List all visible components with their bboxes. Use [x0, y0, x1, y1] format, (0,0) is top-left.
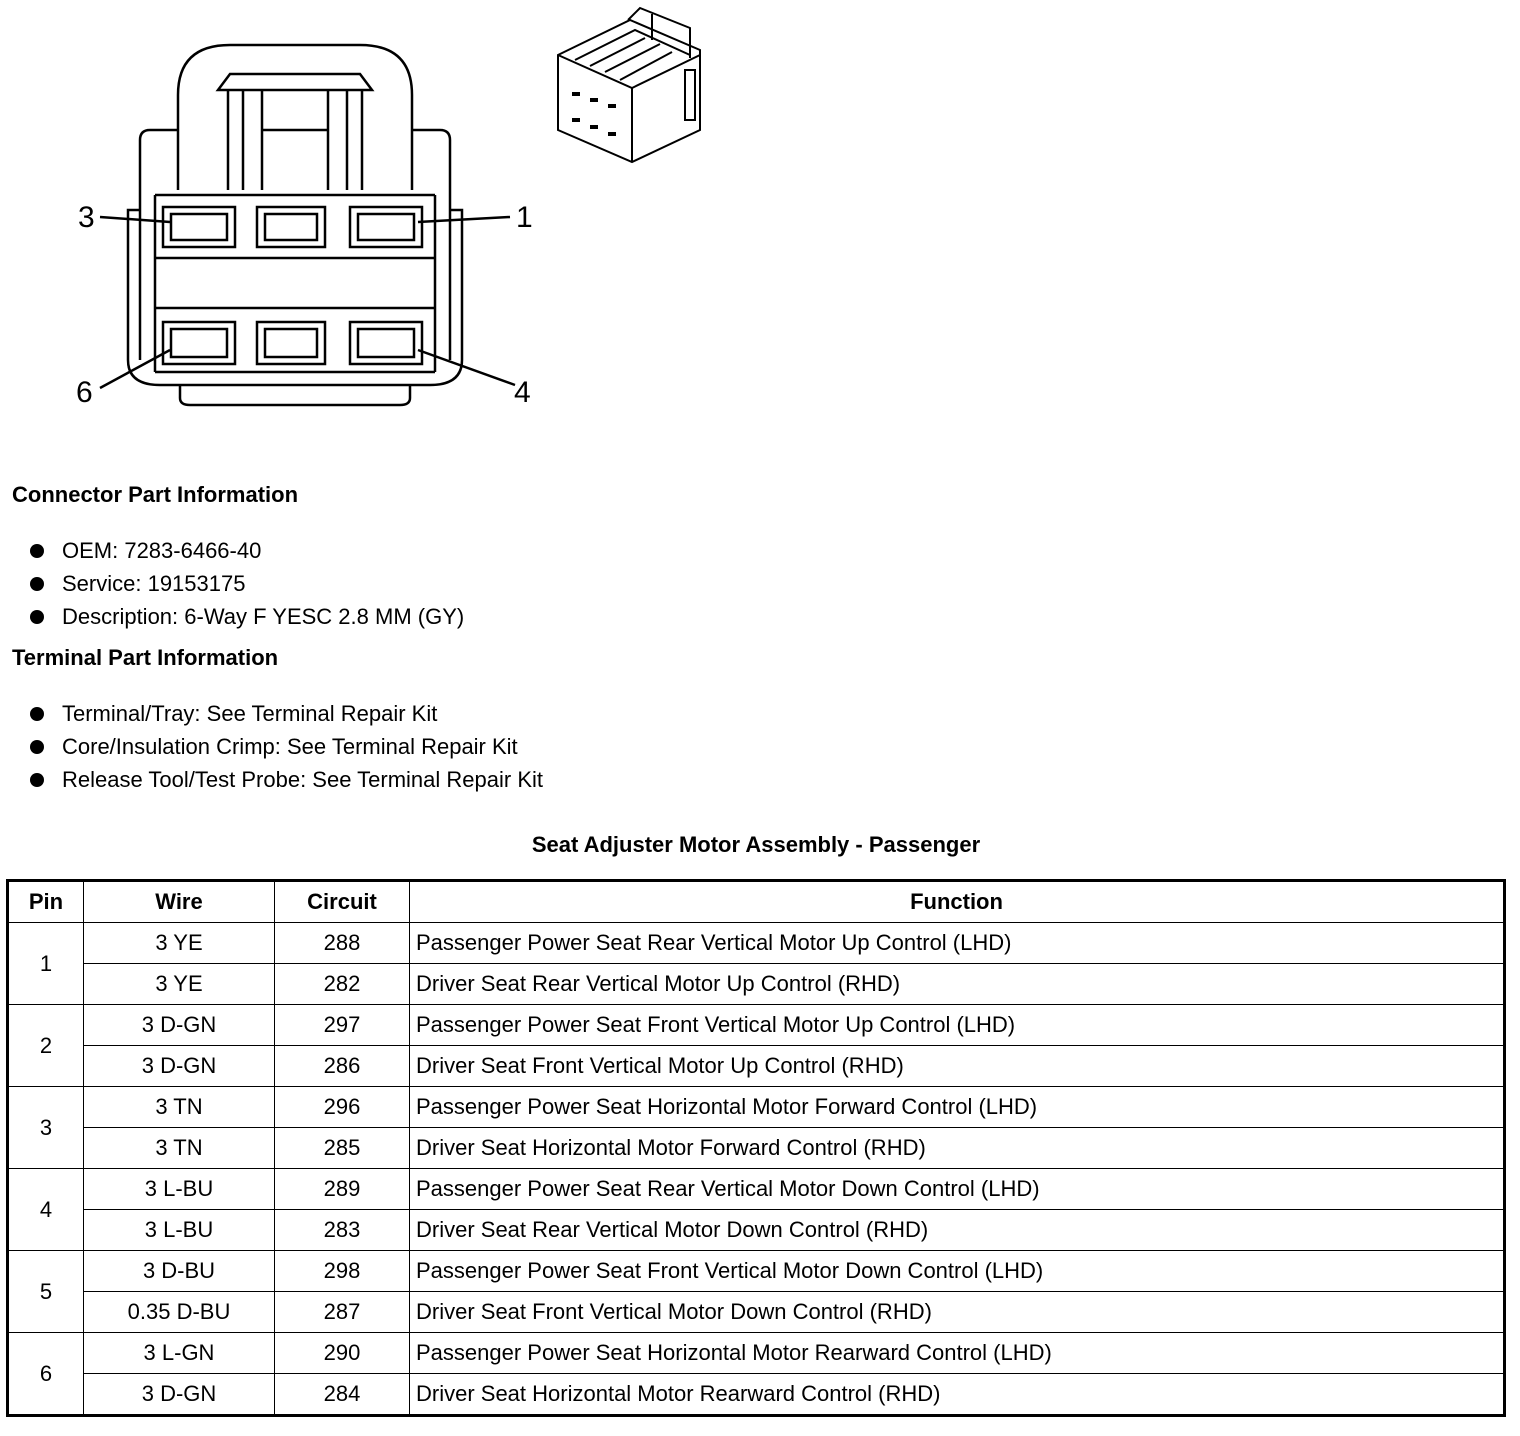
circuit-cell: 287	[275, 1292, 410, 1333]
bullet-icon	[30, 610, 44, 624]
list-item: Description: 6-Way F YESC 2.8 MM (GY)	[30, 600, 464, 633]
circuit-cell: 297	[275, 1005, 410, 1046]
pin-cell: 3	[8, 1087, 84, 1169]
function-cell: Driver Seat Rear Vertical Motor Down Control (RHD)	[410, 1210, 1505, 1251]
pin-label-3: 3	[78, 201, 95, 234]
circuit-cell: 285	[275, 1128, 410, 1169]
bullet-icon	[30, 544, 44, 558]
table-row	[8, 1087, 1505, 1128]
list-item: Core/Insulation Crimp: See Terminal Repair Kit	[30, 730, 543, 763]
wire-cell: 3 D-BU	[84, 1251, 275, 1292]
wire-cell: 3 TN	[84, 1087, 275, 1128]
function-cell: Passenger Power Seat Horizontal Motor Rearward Control (LHD)	[410, 1333, 1505, 1374]
wire-cell: 3 YE	[84, 964, 275, 1005]
function-cell: Passenger Power Seat Front Vertical Motor Up Control (LHD)	[410, 1005, 1505, 1046]
table-row	[8, 1169, 1505, 1210]
wire-cell: 3 D-GN	[84, 1046, 275, 1087]
pin-cell: 2	[8, 1005, 84, 1087]
circuit-cell: 286	[275, 1046, 410, 1087]
function-cell: Driver Seat Rear Vertical Motor Up Control (RHD)	[410, 964, 1505, 1005]
connector-face-diagram	[60, 0, 560, 420]
pin-cell: 4	[8, 1169, 84, 1251]
circuit-cell: 283	[275, 1210, 410, 1251]
circuit-cell: 282	[275, 964, 410, 1005]
circuit-cell: 288	[275, 923, 410, 964]
connector-isometric-illustration	[545, 0, 715, 175]
header-function: Function	[410, 881, 1505, 923]
function-cell: Driver Seat Horizontal Motor Rearward Control (RHD)	[410, 1374, 1505, 1416]
circuit-cell: 298	[275, 1251, 410, 1292]
table-row	[8, 1374, 1505, 1416]
wire-cell: 3 D-GN	[84, 1374, 275, 1416]
header-wire: Wire	[84, 881, 275, 923]
table-row	[8, 1005, 1505, 1046]
wire-cell: 0.35 D-BU	[84, 1292, 275, 1333]
function-cell: Driver Seat Horizontal Motor Forward Control (RHD)	[410, 1128, 1505, 1169]
pin-label-1: 1	[516, 201, 533, 234]
list-item: Service: 19153175	[30, 567, 464, 600]
table-row	[8, 1251, 1505, 1292]
circuit-cell: 296	[275, 1087, 410, 1128]
bullet-icon	[30, 707, 44, 721]
circuit-cell: 289	[275, 1169, 410, 1210]
table-row	[8, 964, 1505, 1005]
list-item: OEM: 7283-6466-40	[30, 534, 464, 567]
circuit-cell: 290	[275, 1333, 410, 1374]
function-cell: Driver Seat Front Vertical Motor Down Control (RHD)	[410, 1292, 1505, 1333]
table-row	[8, 1128, 1505, 1169]
terminal-info-title: Terminal Part Information	[12, 645, 279, 670]
table-row	[8, 1333, 1505, 1374]
table-row	[8, 1292, 1505, 1333]
function-cell: Passenger Power Seat Horizontal Motor Forward Control (LHD)	[410, 1087, 1505, 1128]
circuit-cell: 284	[275, 1374, 410, 1416]
pin-cell: 5	[8, 1251, 84, 1333]
bullet-icon	[30, 740, 44, 754]
table-row	[8, 1046, 1505, 1087]
function-cell: Passenger Power Seat Rear Vertical Motor Down Control (LHD)	[410, 1169, 1505, 1210]
table-title: Seat Adjuster Motor Assembly - Passenger	[531, 832, 981, 857]
pin-cell: 6	[8, 1333, 84, 1416]
wire-cell: 3 L-GN	[84, 1333, 275, 1374]
pin-label-6: 6	[76, 376, 93, 409]
wire-cell: 3 TN	[84, 1128, 275, 1169]
wire-cell: 3 YE	[84, 923, 275, 964]
bullet-icon	[30, 577, 44, 591]
pin-label-4: 4	[514, 376, 531, 409]
pin-cell: 1	[8, 923, 84, 1005]
wire-cell: 3 L-BU	[84, 1210, 275, 1251]
table-header-row	[8, 881, 1505, 923]
connector-info-title: Connector Part Information	[12, 482, 299, 507]
list-item: Release Tool/Test Probe: See Terminal Repair Kit	[30, 763, 543, 796]
header-pin: Pin	[8, 881, 84, 923]
header-circuit: Circuit	[275, 881, 410, 923]
list-item: Terminal/Tray: See Terminal Repair Kit	[30, 697, 543, 730]
connector-info-list	[30, 534, 464, 633]
table-row	[8, 1210, 1505, 1251]
terminal-info-list	[30, 697, 543, 796]
bullet-icon	[30, 773, 44, 787]
pinout-table	[6, 879, 1506, 1417]
table-row	[8, 923, 1505, 964]
wire-cell: 3 D-GN	[84, 1005, 275, 1046]
function-cell: Driver Seat Front Vertical Motor Up Control (RHD)	[410, 1046, 1505, 1087]
function-cell: Passenger Power Seat Rear Vertical Motor Up Control (LHD)	[410, 923, 1505, 964]
wire-cell: 3 L-BU	[84, 1169, 275, 1210]
function-cell: Passenger Power Seat Front Vertical Motor Down Control (LHD)	[410, 1251, 1505, 1292]
